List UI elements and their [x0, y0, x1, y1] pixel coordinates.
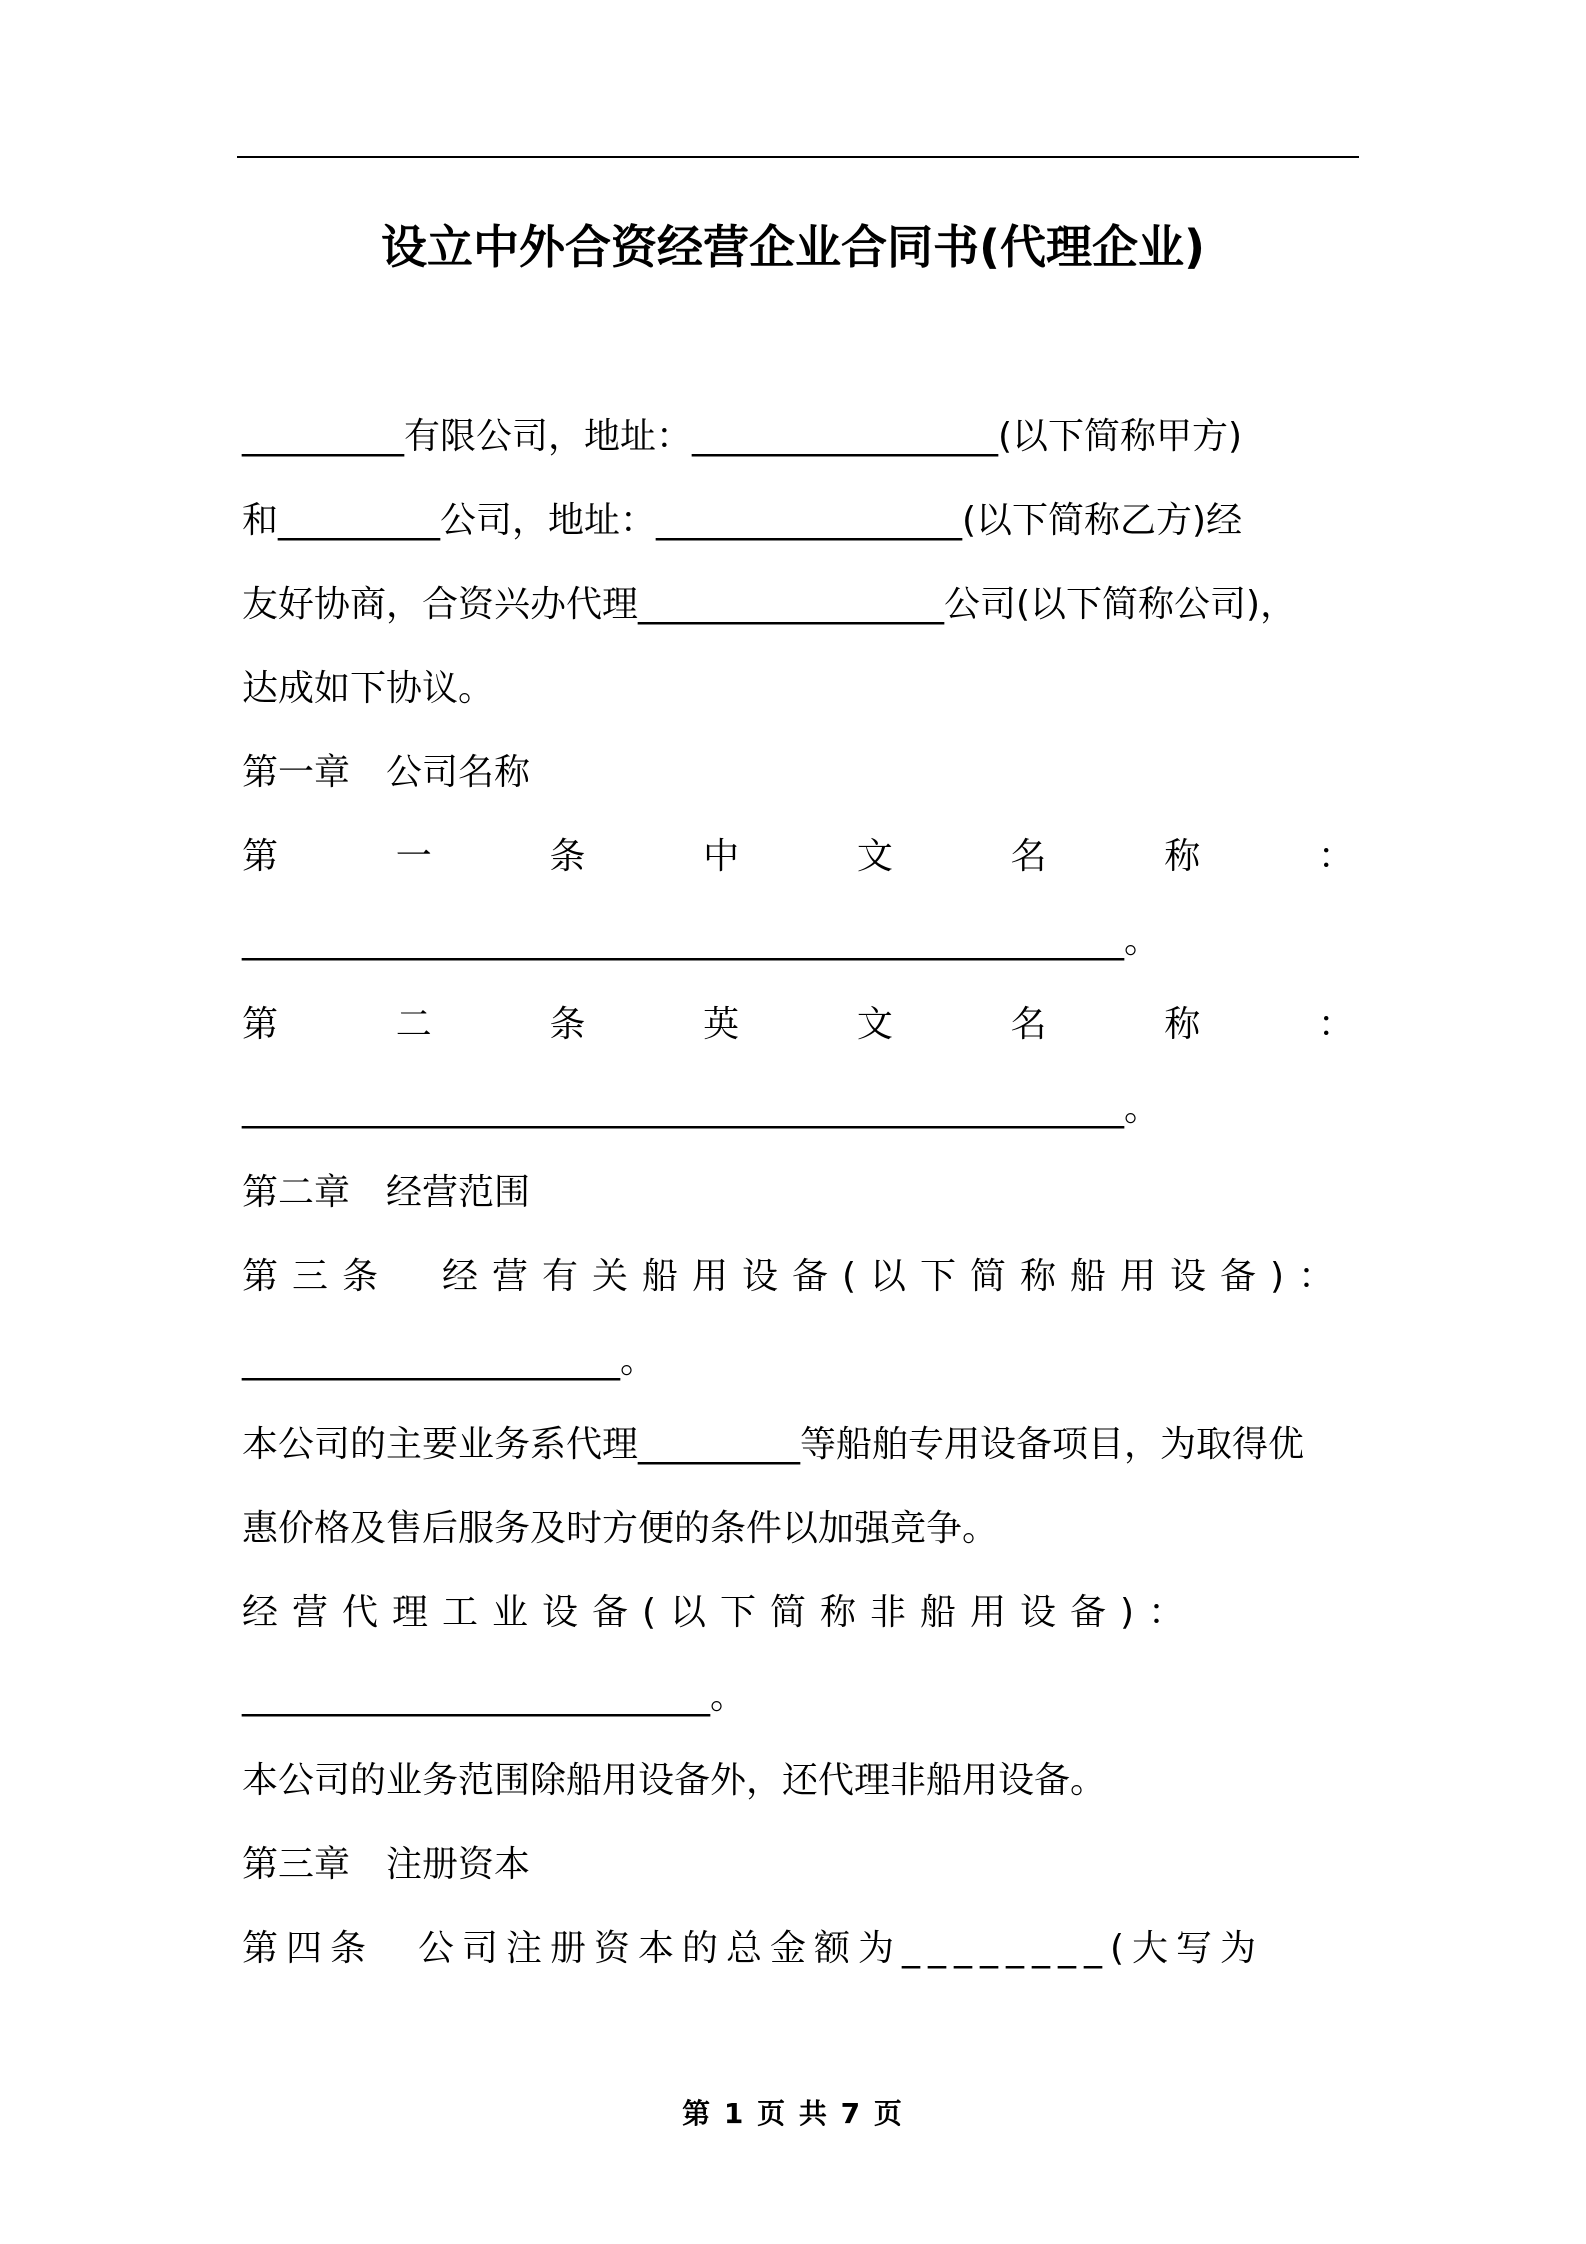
article-line: 第四条 公司注册资本的总金额为________(大写为 — [242, 1928, 1265, 1969]
article-line — [242, 983, 1354, 1067]
article-char: 第 — [242, 1004, 279, 1045]
article-char: ： — [1317, 836, 1354, 877]
chapter-heading: 第二章 经营范围 — [242, 1172, 531, 1213]
paragraph-line: 经营代理工业设备(以下简称非船用设备)： — [242, 1592, 1199, 1633]
article-char: 二 — [395, 1004, 432, 1045]
chapter-heading: 第三章 注册资本 — [242, 1844, 531, 1885]
blank-fill-line: _____________________。 — [242, 1340, 656, 1381]
article-char: 条 — [549, 836, 586, 877]
page-number: 第 1 页 共 7 页 — [682, 2097, 904, 2130]
article-char: 文 — [856, 836, 893, 877]
paragraph-line: 友好协商，合资兴办代理_________________公司(以下简称公司)， — [242, 584, 1297, 625]
article-line: 第三条 经营有关船用设备(以下简称船用设备)： — [242, 1256, 1349, 1297]
article-char: 条 — [549, 1004, 586, 1045]
header-rule — [237, 156, 1359, 158]
paragraph-line: 本公司的主要业务系代理_________等船舶专用设备项目，为取得优 — [242, 1424, 1305, 1465]
blank-fill-line: _________________________________________________。 — [242, 920, 1160, 961]
article-char: 中 — [703, 836, 740, 877]
paragraph-line: 达成如下协议。 — [242, 668, 495, 709]
paragraph-line: 和_________公司，地址：_________________(以下简称乙方)经 — [242, 500, 1243, 541]
article-char: 称 — [1164, 836, 1201, 877]
blank-fill-line: _________________________________________________。 — [242, 1088, 1160, 1129]
article-char: 称 — [1164, 1004, 1201, 1045]
article-char: 英 — [703, 1004, 740, 1045]
paragraph-line: 惠价格及售后服务及时方便的条件以加强竞争。 — [242, 1508, 999, 1549]
document-title: 设立中外合资经营企业合同书(代理企业) — [380, 220, 1206, 274]
article-char: 第 — [242, 836, 279, 877]
article-char: 名 — [1010, 1004, 1047, 1045]
article-char: 名 — [1010, 836, 1047, 877]
paragraph-line: _________有限公司，地址：_________________(以下简称甲方) — [242, 416, 1243, 457]
chapter-heading: 第一章 公司名称 — [242, 752, 531, 793]
article-char: 一 — [395, 836, 432, 877]
paragraph-line: 本公司的业务范围除船用设备外，还代理非船用设备。 — [242, 1760, 1107, 1801]
article-char: ： — [1317, 1004, 1354, 1045]
article-line — [242, 815, 1354, 899]
article-char: 文 — [856, 1004, 893, 1045]
blank-fill-line: __________________________。 — [242, 1676, 746, 1717]
